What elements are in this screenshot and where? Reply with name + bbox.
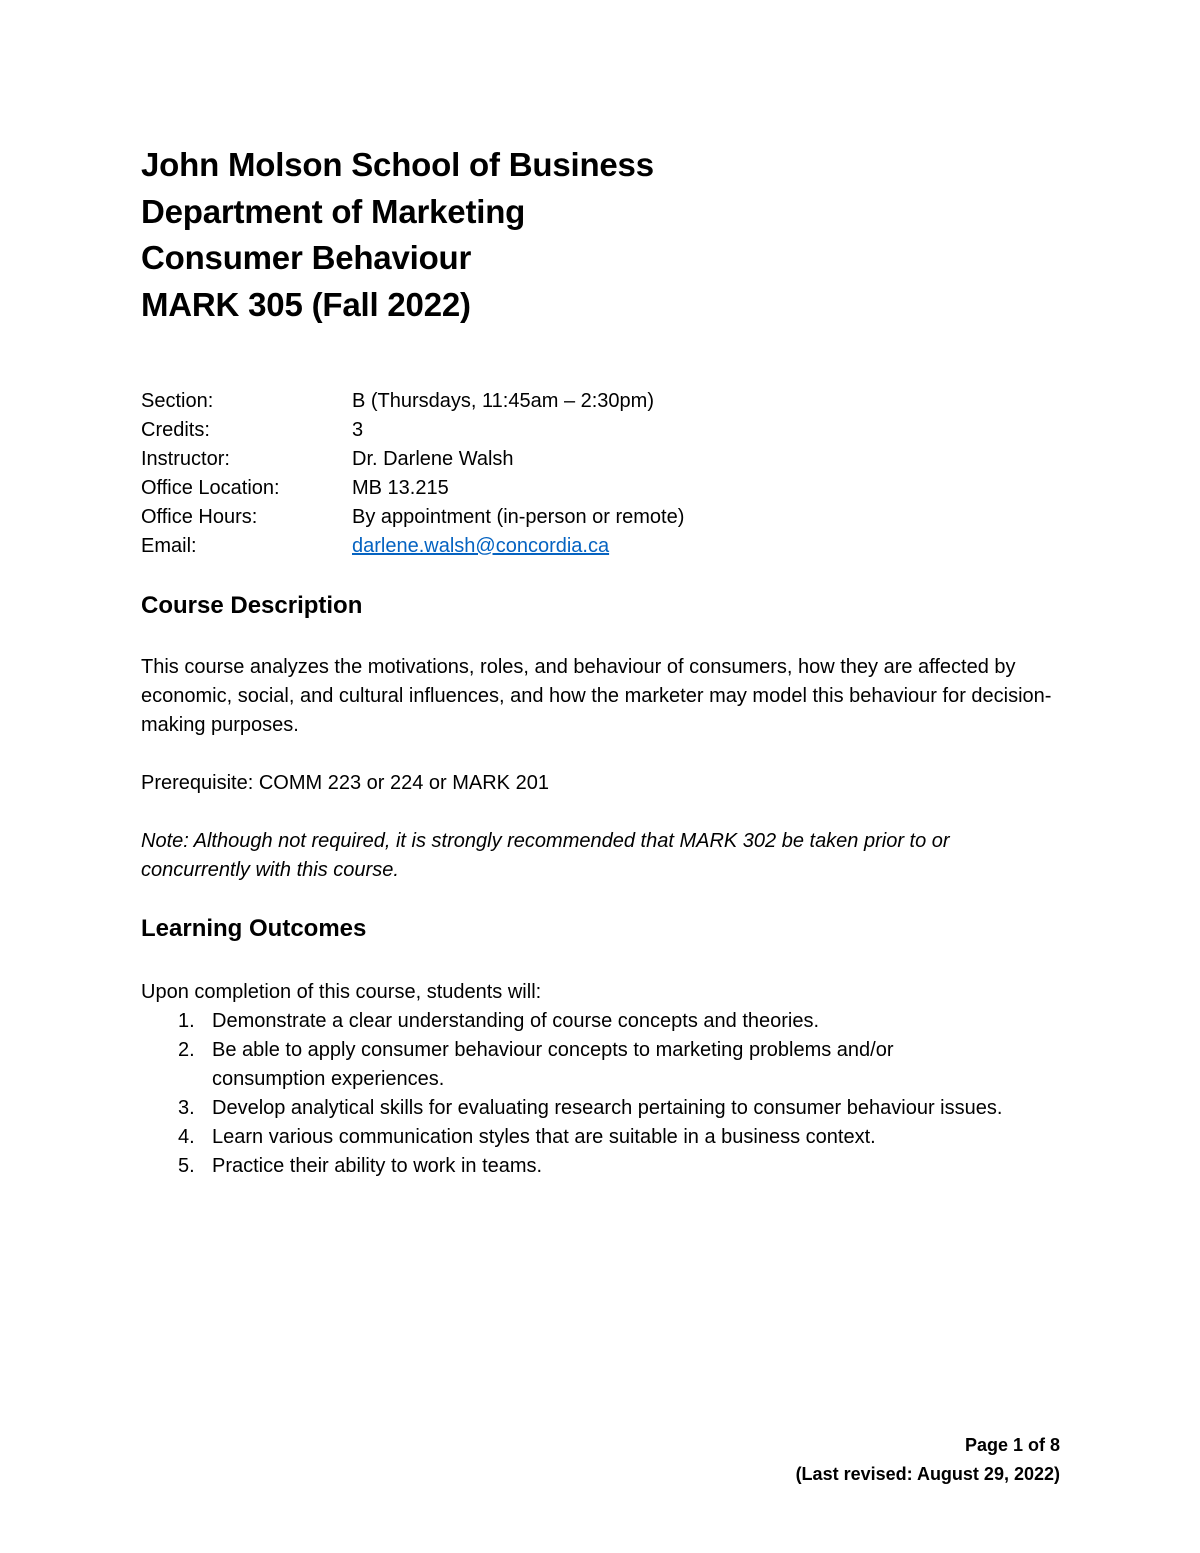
office-location-label: Office Location: <box>141 477 280 499</box>
email-label: Email: <box>141 535 197 557</box>
outcomes-intro: Upon completion of this course, students will: <box>141 981 542 1003</box>
info-row-instructor <box>141 445 1041 474</box>
list-item <box>141 1094 1071 1123</box>
list-item-number: 1. <box>178 1010 195 1032</box>
office-location-value: MB 13.215 <box>352 477 449 499</box>
list-item <box>141 1036 1071 1094</box>
page-footer <box>796 1431 1060 1489</box>
list-item-text: Learn various communication styles that are suitable in a business context. <box>212 1126 876 1148</box>
list-item <box>141 1123 1071 1152</box>
title-block <box>141 142 1041 328</box>
email-link[interactable]: darlene.walsh@concordia.ca <box>352 535 610 557</box>
list-item-text: Be able to apply consumer behaviour concepts to marketing problems and/or consumption experiences. <box>212 1039 894 1090</box>
list-item-text: Demonstrate a clear understanding of course concepts and theories. <box>212 1010 820 1032</box>
list-item-text: Develop analytical skills for evaluating research pertaining to consumer behaviour issues. <box>212 1097 1003 1119</box>
list-item <box>141 1152 1071 1181</box>
instructor-label: Instructor: <box>141 448 230 470</box>
school-title: John Molson School of Business <box>141 146 654 183</box>
office-hours-label: Office Hours: <box>141 506 258 528</box>
prerequisite-text: Prerequisite: COMM 223 or 224 or MARK 201 <box>141 772 549 794</box>
info-row-credits <box>141 416 1041 445</box>
info-row-section <box>141 387 1041 416</box>
info-row-office-hours <box>141 503 1041 532</box>
info-row-email <box>141 532 1041 561</box>
list-item-text: Practice their ability to work in teams. <box>212 1155 543 1177</box>
list-item-number: 5. <box>178 1155 195 1177</box>
list-item <box>141 1007 1071 1036</box>
course-description-body: This course analyzes the motivations, roles, and behaviour of consumers, how they are affected by economic, social, and cultural influences, and how the marketer may model this behaviour for decision-making purposes. <box>141 656 1052 736</box>
section-value: B (Thursdays, 11:45am – 2:30pm) <box>352 390 654 412</box>
outcomes-list <box>141 1007 1071 1181</box>
course-code-title: MARK 305 (Fall 2022) <box>141 285 471 323</box>
list-item-number: 3. <box>178 1097 195 1119</box>
list-item-number: 4. <box>178 1126 195 1148</box>
department-title: Department of Marketing <box>141 192 526 230</box>
list-item-number: 2. <box>178 1039 195 1061</box>
instructor-value: Dr. Darlene Walsh <box>352 448 514 470</box>
credits-label: Credits: <box>141 419 210 441</box>
credits-value: 3 <box>352 419 364 441</box>
info-row-office-location <box>141 474 1041 503</box>
last-revised: (Last revised: August 29, 2022) <box>795 1464 1060 1484</box>
office-hours-value: By appointment (in-person or remote) <box>352 506 685 528</box>
course-name-title: Consumer Behaviour <box>141 239 472 276</box>
course-note: Note: Although not required, it is strongly recommended that MARK 302 be taken prior to or concurrently with this course. <box>141 830 950 881</box>
course-description-heading: Course Description <box>141 592 363 619</box>
section-label: Section: <box>141 390 214 412</box>
page-number: Page 1 of 8 <box>964 1435 1060 1455</box>
learning-outcomes-heading: Learning Outcomes <box>141 915 367 942</box>
course-info-table <box>141 387 1041 561</box>
learning-outcomes-section <box>141 978 1071 1181</box>
